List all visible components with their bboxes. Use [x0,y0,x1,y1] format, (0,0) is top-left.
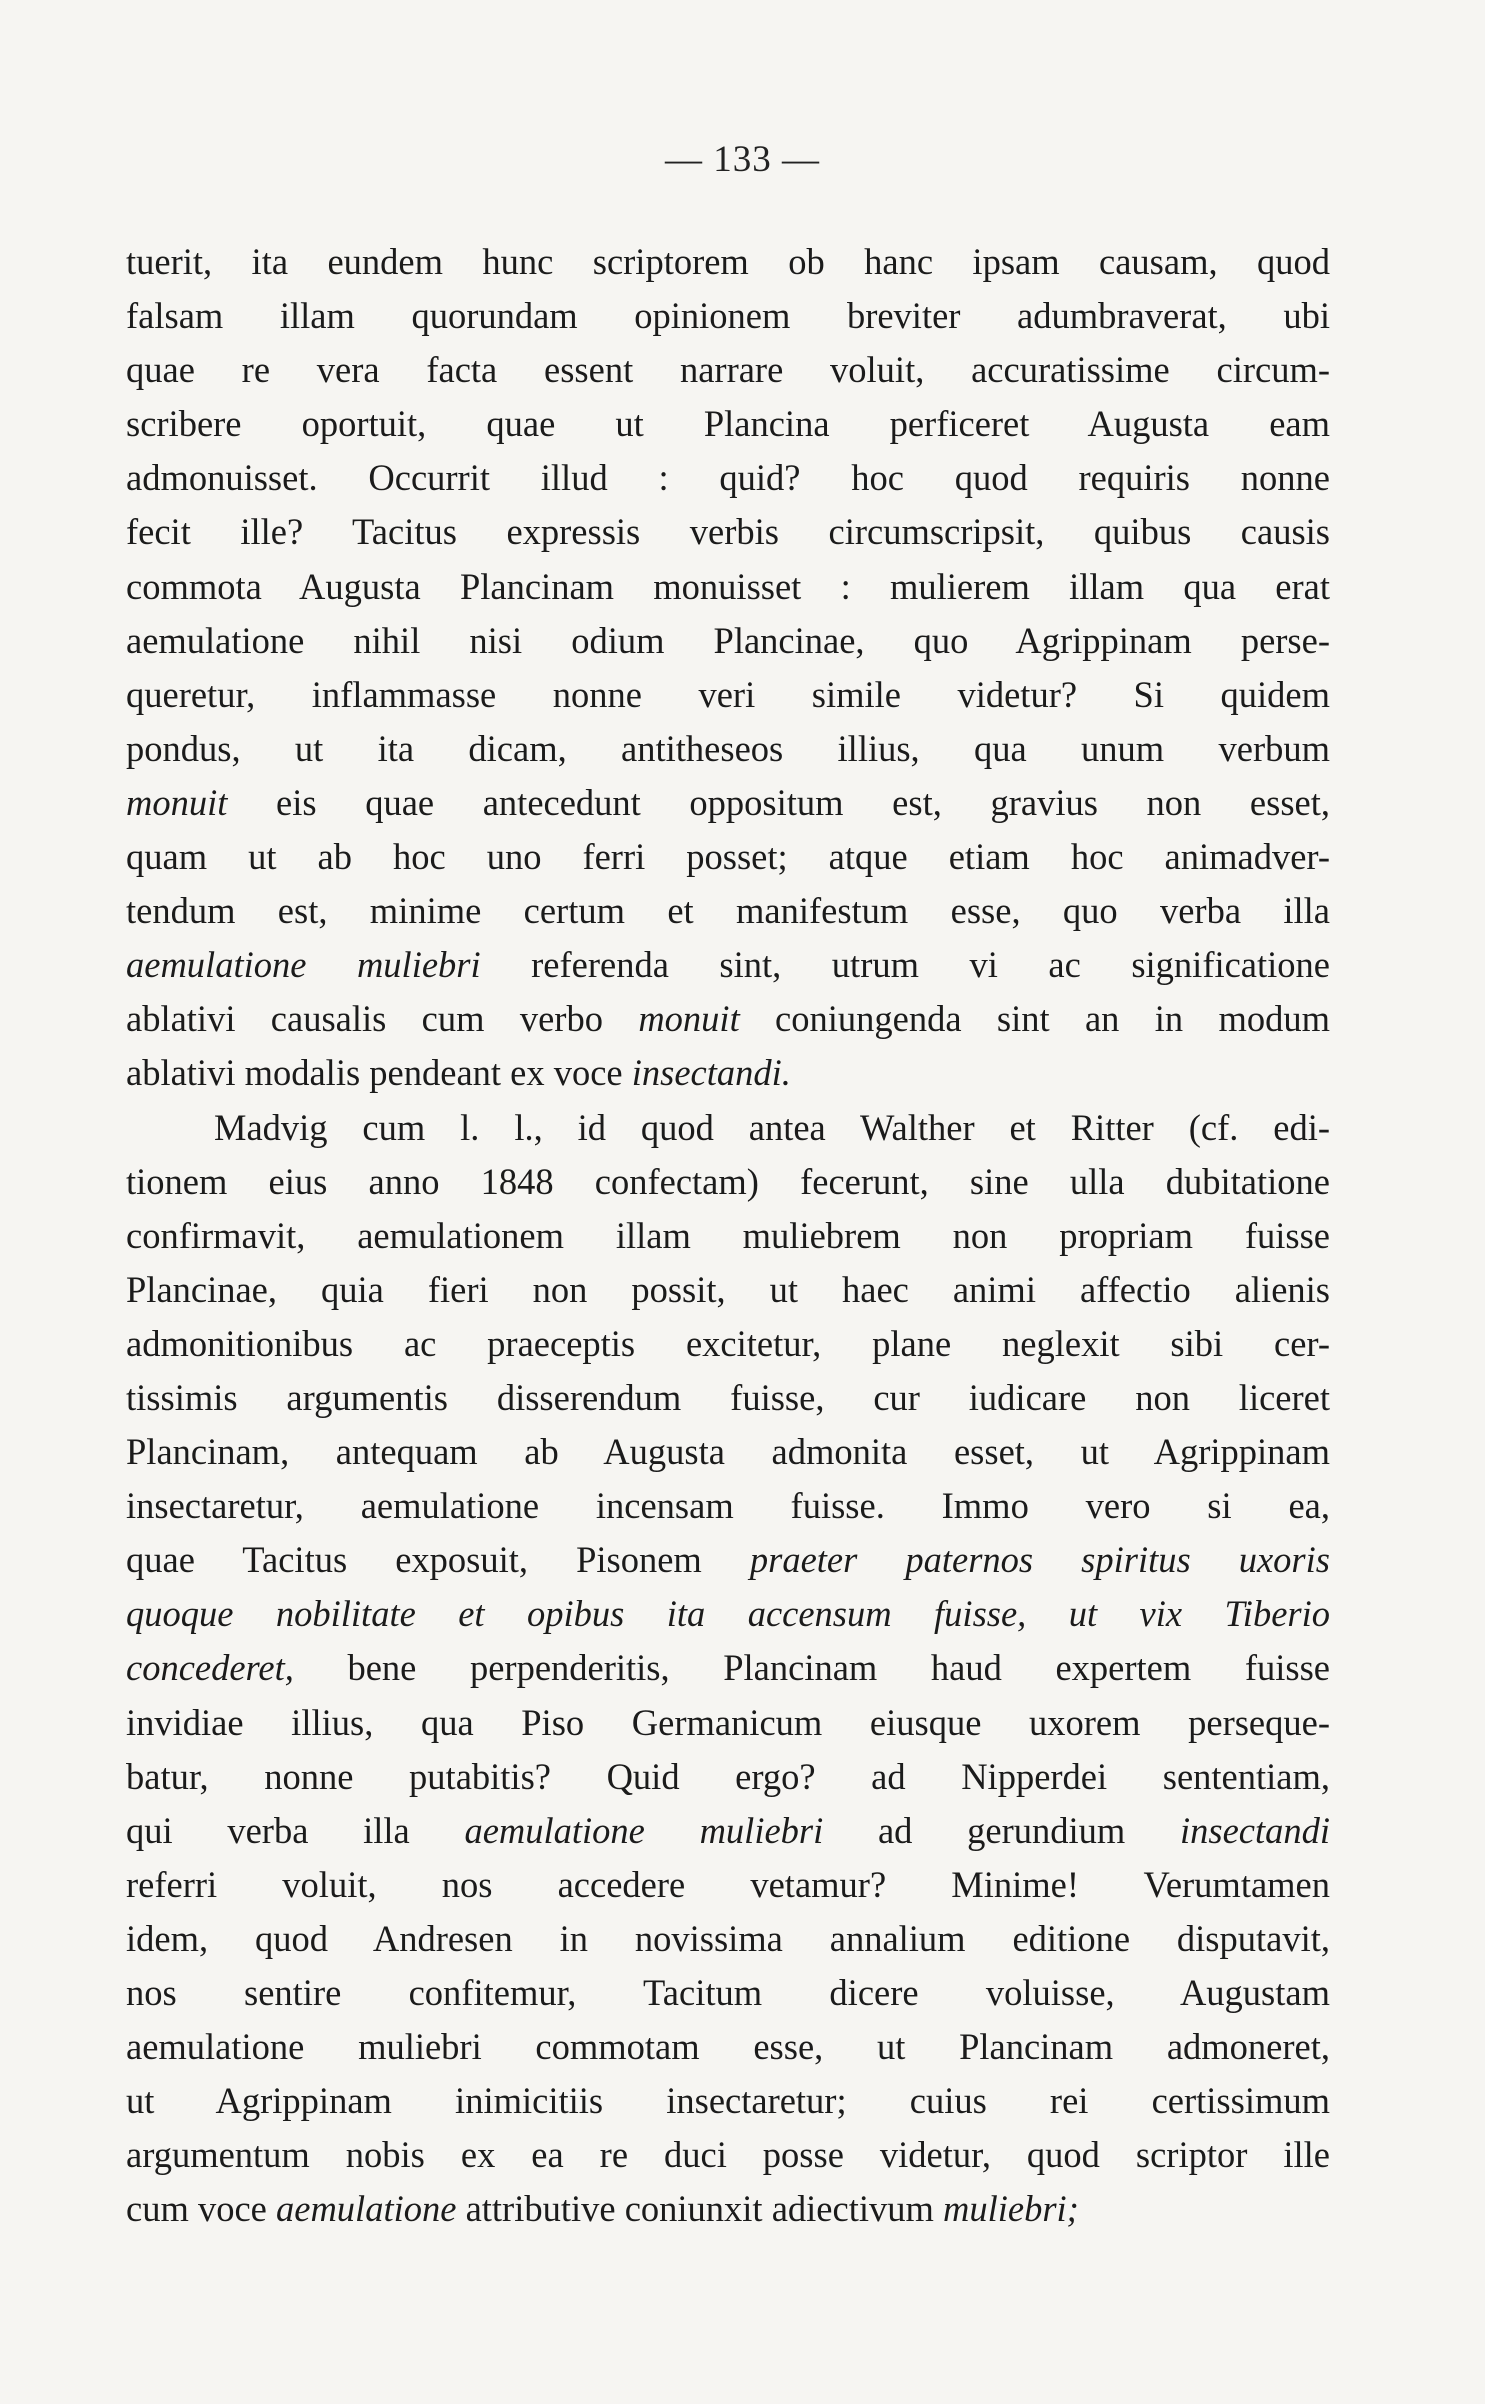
text-line [126,1641,1330,1695]
text-segment: tuerit, ita eundem hunc scriptorem ob hanc ipsam causam, quod [126,241,1330,282]
text-line [126,1533,1330,1587]
text-line [126,1858,1330,1912]
text-segment: idem, quod Andresen in novissima annalium editione disputavit, [126,1917,1330,1959]
text-line [126,1263,1330,1317]
text-segment: aemulatione nihil nisi odium Plancinae, quo Agrippinam perse- [126,619,1330,661]
text-segment: fecit ille? Tacitus expressis verbis circumscripsit, quibus causis [126,511,1330,553]
text-line [126,505,1330,559]
text-line [126,451,1330,505]
italic-text: quoque nobilitate et opibus ita accensum fuisse, ut vix Tiberio [126,1593,1330,1635]
text-segment: ablativi causalis cum verbo [126,998,639,1040]
text-segment: commota Augusta Plancinam monuisset : mulierem illam qua erat [126,565,1330,607]
text-line [126,1101,1330,1155]
italic-text: aemulatione muliebri [126,944,481,986]
text-line [126,1696,1330,1750]
text-segment: quae Tacitus exposuit, Pisonem [126,1539,750,1581]
text-line [126,2182,1330,2236]
text-segment: batur, nonne putabitis? Quid ergo? ad Nipperdei sententiam, [126,1755,1330,1797]
text-segment: ad gerundium [823,1809,1180,1851]
text-line [126,289,1330,343]
text-segment: admonuisset. Occurrit illud : quid? hoc quod requiris nonne [126,457,1330,499]
text-segment: invidiae illius, qua Piso Germanicum eiusque uxorem perseque- [126,1701,1330,1743]
text-line [126,235,1330,289]
text-segment: coniungenda sint an in modum [739,998,1331,1040]
text-segment: qui verba illa [126,1809,465,1851]
text-segment: ut Agrippinam inimicitiis insectaretur; cuius rei certissimum [126,2080,1330,2122]
italic-text: aemulatione muliebri [464,1809,824,1851]
text-segment: queretur, inflammasse nonne veri simile videtur? Si quidem [126,673,1330,715]
text-line [126,1371,1330,1425]
text-line [126,884,1330,938]
text-segment: referri voluit, nos accedere vetamur? Minime! Verumtamen [126,1863,1330,1905]
text-line [126,668,1330,722]
italic-text: aemulatione [276,2188,457,2230]
text-segment: Madvig cum l. l., id quod antea Walther et Ritter (cf. edi- [214,1106,1330,1148]
text-line [126,560,1330,614]
italic-text: monuit [638,998,740,1040]
text-line [126,397,1330,451]
text-segment: bene perpenderitis, Plancinam haud expertem fuisse [293,1647,1330,1689]
text-segment: insectaretur, aemulatione incensam fuisse. Immo vero si ea, [126,1485,1330,1527]
italic-text: insectandi [1179,1809,1330,1851]
text-line [126,722,1330,776]
text-segment: nos sentire confitemur, Tacitum dicere voluisse, Augustam [126,1972,1330,2013]
text-segment: tendum est, minime certum et manifestum esse, quo verba illa [126,890,1330,932]
text-line [126,1804,1330,1858]
text-line [126,1209,1330,1263]
text-segment: tionem eius anno 1848 confectam) fecerunt, sine ulla dubitatione [126,1160,1330,1202]
body-text [126,235,1330,2236]
italic-text: praeter paternos spiritus uxoris [749,1539,1330,1581]
text-segment: scribere oportuit, quae ut Plancina perficeret Augusta eam [126,403,1330,445]
text-line [126,1912,1330,1966]
italic-text: concederet, [126,1647,294,1689]
page-number: — 133 — [665,139,820,180]
text-segment: Plancinam, antequam ab Augusta admonita esset, ut Agrippinam [126,1431,1330,1473]
text-line [126,1046,1330,1100]
text-line [126,1966,1330,2020]
text-line [126,776,1330,830]
text-line [126,992,1330,1046]
text-line [126,343,1330,397]
text-line [126,830,1330,884]
text-segment: tissimis argumentis disserendum fuisse, cur iudicare non liceret [126,1376,1330,1418]
text-segment: attributive coniunxit adiectivum [456,2188,943,2230]
text-line [126,938,1330,992]
text-segment: Plancinae, quia fieri non possit, ut haec animi affectio alienis [126,1268,1330,1310]
text-segment: ablativi modalis pendeant ex voce [126,1052,632,1094]
text-line [126,1587,1330,1641]
text-line [126,1750,1330,1804]
text-line [126,1317,1330,1371]
text-segment: eis quae antecedunt oppositum est, gravius non esset, [227,781,1330,823]
text-segment: confirmavit, aemulationem illam muliebrem non propriam fuisse [126,1214,1330,1256]
text-line [126,1479,1330,1533]
text-segment: aemulatione muliebri commotam esse, ut Plancinam admoneret, [126,2026,1330,2068]
text-line [126,2074,1330,2128]
text-segment: pondus, ut ita dicam, antitheseos illius, qua unum verbum [126,727,1330,769]
text-line [126,2128,1330,2182]
text-line [126,2020,1330,2074]
text-segment: falsam illam quorundam opinionem breviter adumbraverat, ubi [126,295,1330,337]
italic-text: monuit [126,781,228,823]
text-segment: quam ut ab hoc uno ferri posset; atque etiam hoc animadver- [126,836,1330,878]
text-segment: referenda sint, utrum vi ac significatione [480,944,1330,986]
text-line [126,1425,1330,1479]
text-line [126,614,1330,668]
italic-text: muliebri; [943,2188,1079,2230]
text-line [126,1155,1330,1209]
text-segment: cum voce [126,2188,276,2230]
text-segment: admonitionibus ac praeceptis excitetur, plane neglexit sibi cer- [126,1322,1330,1364]
italic-text: insectandi. [631,1052,791,1094]
text-segment: argumentum nobis ex ea re duci posse videtur, quod scriptor ille [126,2134,1330,2176]
text-segment: quae re vera facta essent narrare voluit, accuratissime circum- [126,349,1330,391]
